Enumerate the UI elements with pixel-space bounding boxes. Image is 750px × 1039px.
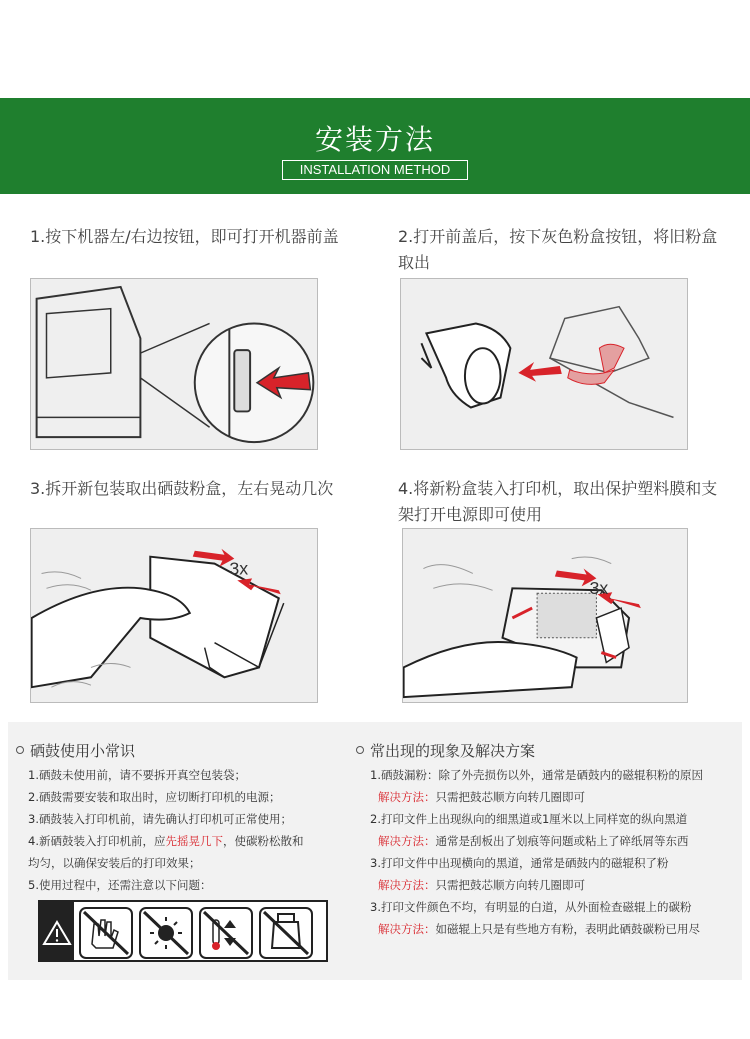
tips-left-heading: 硒鼓使用小常识 (16, 740, 135, 761)
step-3-text: 3.拆开新包装取出硒鼓粉盒，左右晃动几次 (30, 479, 334, 498)
warning-pictogram-bar (38, 900, 328, 962)
step-4-illustration (402, 528, 688, 703)
solution-item: 解决方法：只需把鼓芯顺方向转几圈即可 (378, 878, 585, 892)
caution-icons (78, 906, 324, 960)
tip-highlight: 先摇晃几下 (165, 834, 223, 848)
banner-title: 安装方法 (314, 123, 435, 156)
step-3-shake-label: 3x (229, 558, 249, 579)
step-1-illustration (30, 278, 318, 450)
solution-item: 解决方法：如磁辊上只是有些地方有粉，表明此硒鼓碳粉已用尽 (378, 922, 700, 936)
tips-panel (8, 722, 742, 980)
step-1-text: 1.按下机器左/右边按钮，即可打开机器前盖 (30, 227, 339, 246)
step-3-illustration (30, 528, 318, 703)
solution-item: 解决方法：通常是刮板出了划痕等问题或粘上了碎纸屑等东西 (378, 834, 689, 848)
problem-item: 1.硒鼓漏粉：除了外壳损伤以外，通常是硒鼓内的磁辊积粉的原因 (370, 768, 703, 782)
tip-left-item: 均匀，以确保安装后的打印效果； (28, 856, 201, 870)
tip-left-item: 5.使用过程中，还需注意以下问题： (28, 878, 212, 892)
tip-left-item: 1.硒鼓未使用前，请不要拆开真空包装袋； (28, 768, 246, 782)
problem-item: 3.打印文件中出现横向的黑道，通常是硒鼓内的磁辊积了粉 (370, 856, 669, 870)
tips-right-heading: 常出现的现象及解决方案 (356, 740, 535, 761)
tip-left-item-4: 4.新硒鼓装入打印机前，应先摇晃几下，使碳粉松散和 (28, 834, 304, 848)
warning-icon (40, 902, 74, 960)
step-4-shake-label: 3x (589, 578, 609, 599)
solution-item: 解决方法：只需把鼓芯顺方向转几圈即可 (378, 790, 585, 804)
bullet-circle-icon (16, 746, 24, 754)
step-2-text: 2.打开前盖后，按下灰色粉盒按钮，将旧粉盒取出 (398, 227, 718, 272)
step-2-illustration (400, 278, 688, 450)
problem-item: 3.打印文件颜色不均，有明显的白道，从外面检查磁辊上的碳粉 (370, 900, 692, 914)
tip-left-item: 3.硒鼓装入打印机前，请先确认打印机可正常使用； (28, 812, 292, 826)
section-banner (0, 98, 750, 194)
tip-left-item: 2.硒鼓需要安装和取出时，应切断打印机的电源； (28, 790, 281, 804)
problem-item: 2.打印文件上出现纵向的细黑道或1厘米以上同样宽的纵向黑道 (370, 812, 688, 826)
bullet-circle-icon (356, 746, 364, 754)
banner-subtitle: INSTALLATION METHOD (282, 160, 468, 180)
step-4-text: 4.将新粉盒装入打印机，取出保护塑料膜和支架打开电源即可使用 (398, 479, 718, 524)
